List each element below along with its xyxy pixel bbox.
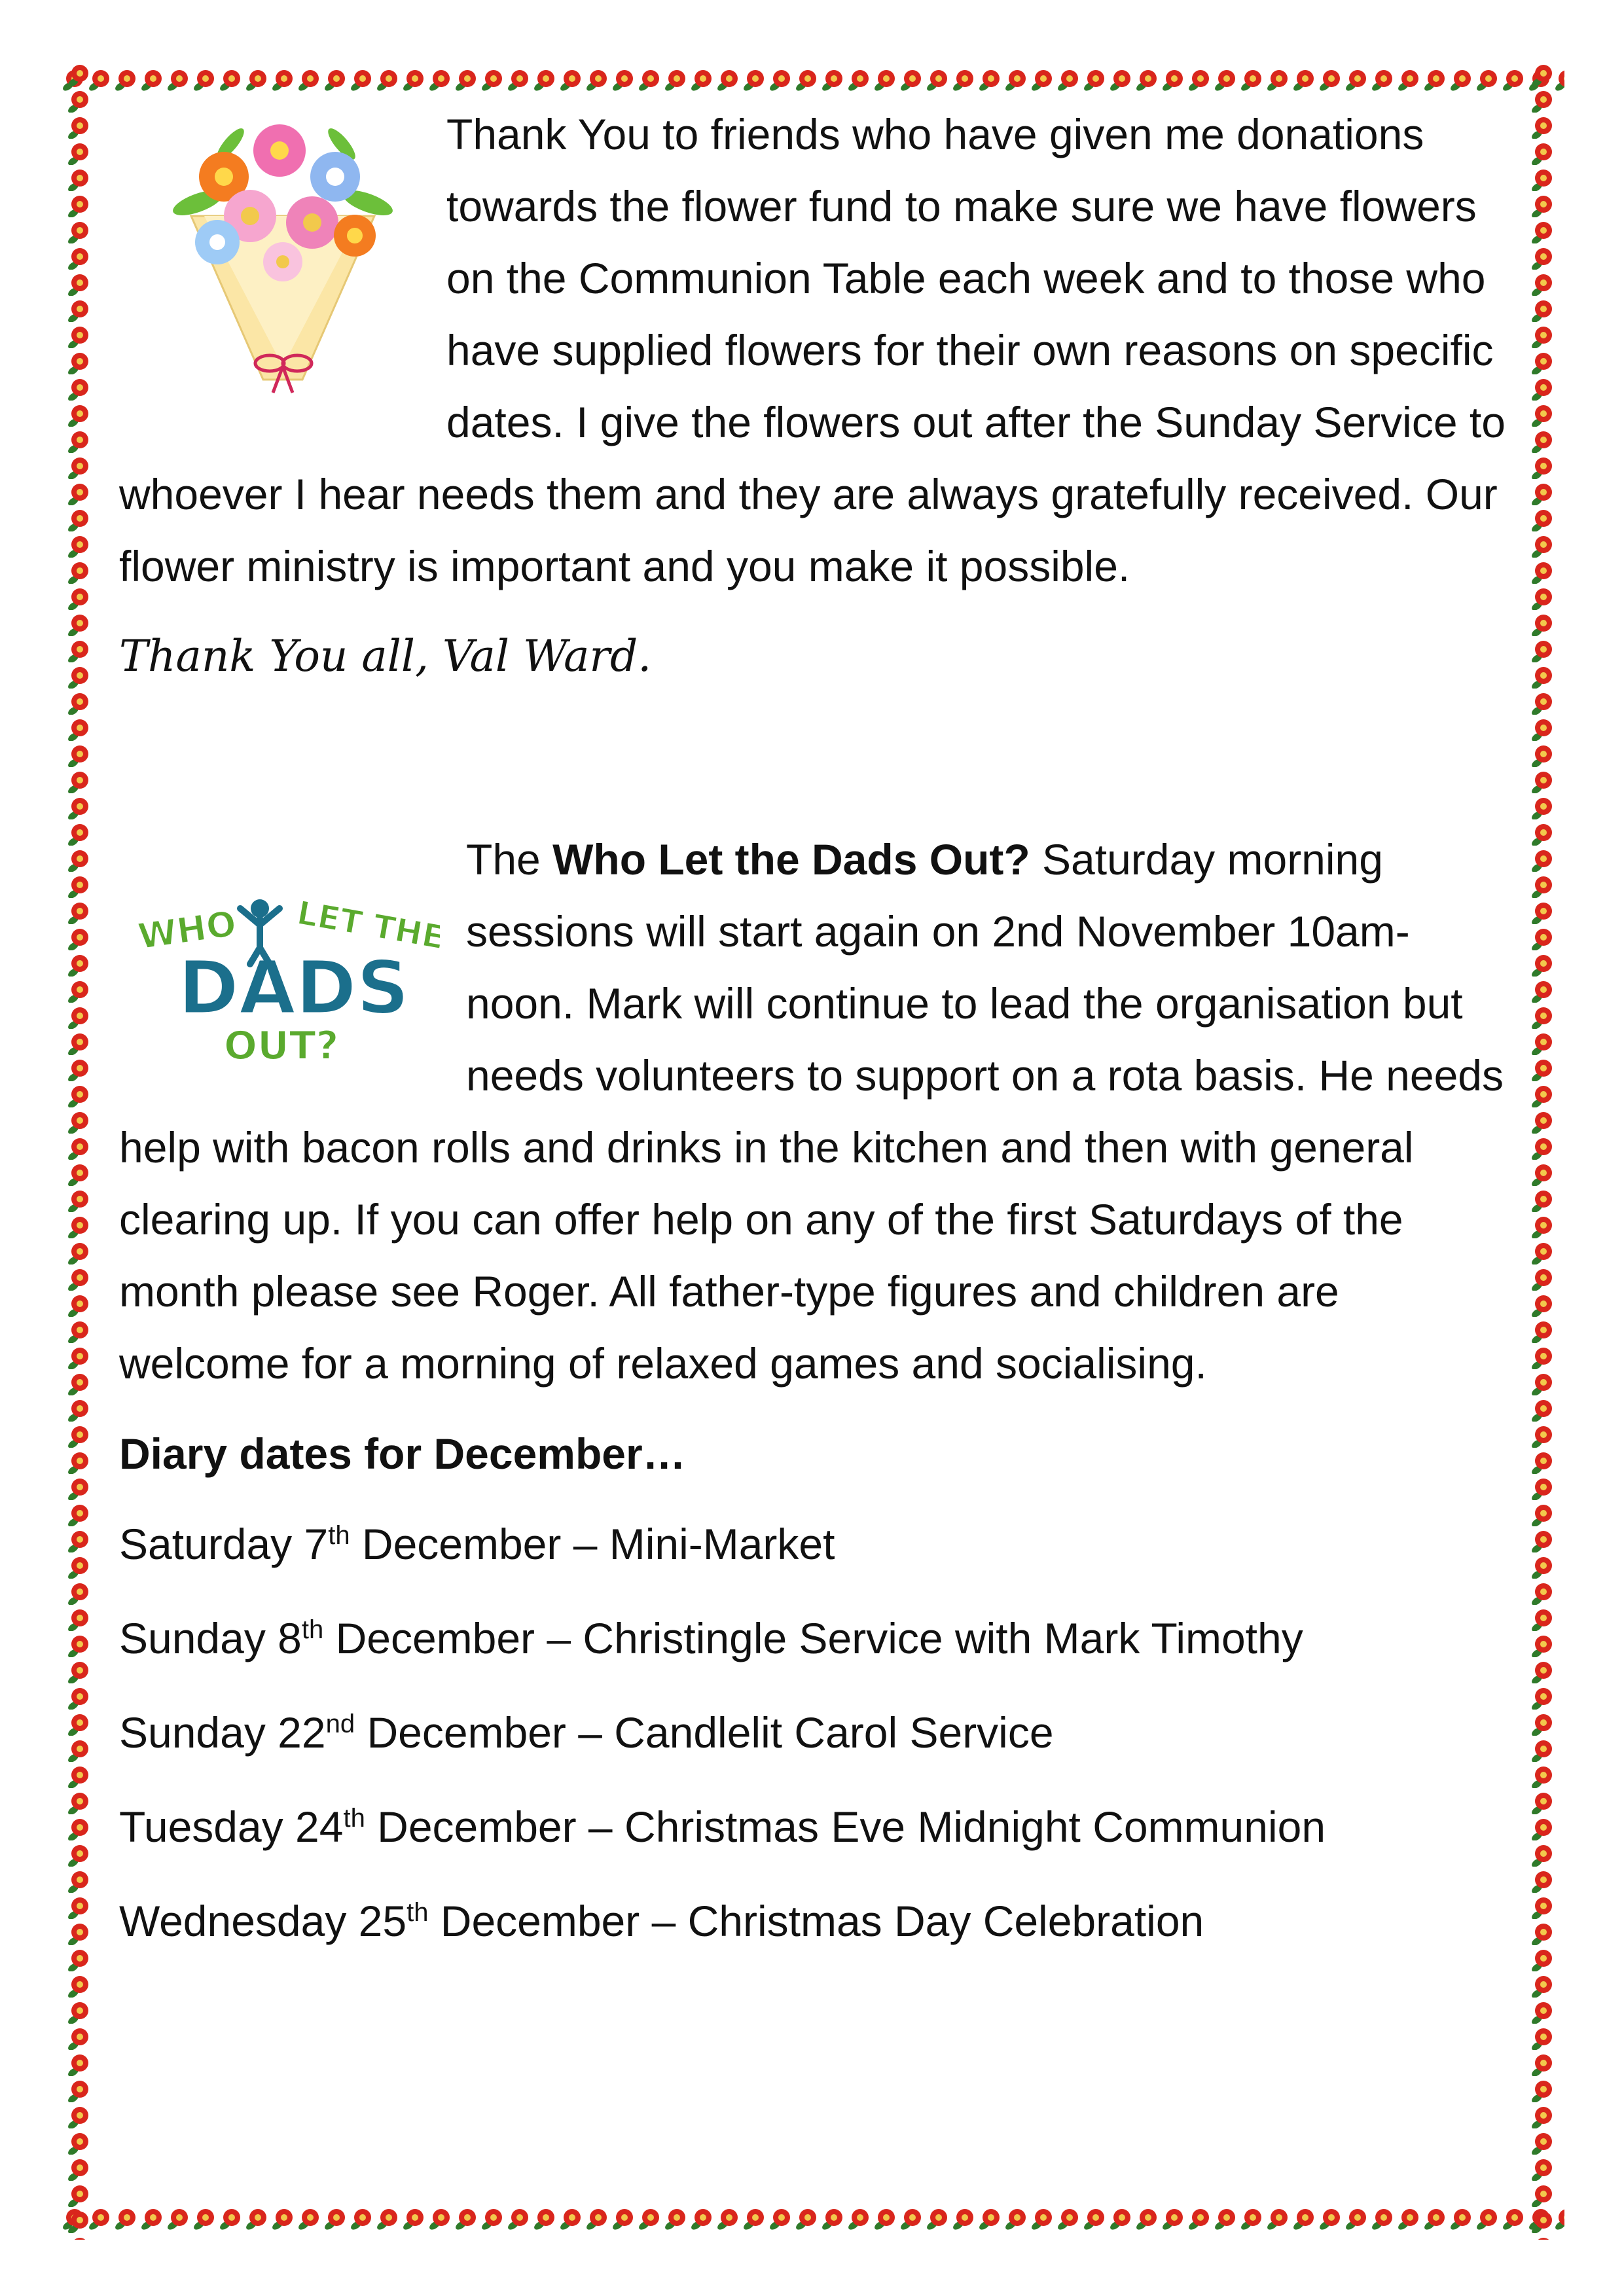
diary-item	[119, 1508, 1520, 1580]
diary-item	[119, 1791, 1520, 1863]
logo-who: WHO	[135, 903, 239, 958]
flower-border-top	[60, 60, 1564, 101]
diary-section	[119, 1418, 1520, 1957]
flower-border-right	[1524, 60, 1564, 2240]
logo-let-the: LET THE	[294, 893, 440, 958]
diary-item	[119, 1885, 1520, 1957]
flower-border-left	[60, 60, 101, 2240]
diary-event: December – Christingle Service with Mark Timothy	[323, 1614, 1303, 1662]
page-content	[119, 98, 1520, 2186]
diary-suffix: th	[328, 1521, 350, 1550]
diary-day: Sunday 8	[119, 1614, 302, 1662]
dads-intro: The	[466, 835, 553, 884]
logo-dads: DADS	[178, 946, 410, 1031]
diary-suffix: th	[343, 1804, 365, 1833]
dads-title: Who Let the Dads Out?	[552, 835, 1030, 884]
flower-paragraph: Thank You to friends who have given me donations towards the flower fund to make sure we have flowers on the Communion Table each week and to those who have supplied flowers for their own reasons on specific dates. I give the flowers out after the Sunday Service to whoever I hear needs them and they are always gratefully received. Our flower ministry is important and you make it possible.	[119, 110, 1506, 590]
diary-event: December – Mini-Market	[350, 1520, 835, 1568]
flower-section	[119, 98, 1520, 692]
diary-suffix: th	[301, 1615, 324, 1644]
diary-suffix: th	[406, 1898, 429, 1927]
diary-event: December – Christmas Eve Midnight Communion	[365, 1803, 1326, 1851]
dads-section	[119, 823, 1520, 1399]
logo-out: OUT?	[224, 1023, 339, 1069]
signature: Thank You all, Val Ward.	[119, 631, 652, 681]
diary-suffix: nd	[325, 1710, 355, 1738]
flower-bouquet-icon	[152, 105, 414, 399]
dads-body: Saturday morning sessions will start again on 2nd November 10am- noon. Mark will continue to lead the organisation but needs volunteers to support on a rota basis. He needs help with bacon rolls and drinks in the kitchen and then with general clearing up. If you can offer help on any of the first Saturdays of the month please see Roger. All father-type figures and children are welcome for a morning of relaxed games and socialising.	[119, 835, 1504, 1388]
diary-event: December – Candlelit Carol Service	[355, 1708, 1054, 1757]
section-spacer	[119, 692, 1520, 823]
diary-item	[119, 1602, 1520, 1674]
diary-day: Saturday 7	[119, 1520, 329, 1568]
diary-item	[119, 1696, 1520, 1768]
dads-paragraph	[119, 823, 1520, 1399]
flower-border-bottom	[60, 2199, 1564, 2240]
diary-day: Wednesday 25	[119, 1897, 407, 1945]
diary-day: Tuesday 24	[119, 1803, 344, 1851]
diary-heading: Diary dates for December…	[119, 1429, 686, 1478]
diary-day: Sunday 22	[119, 1708, 326, 1757]
diary-event: December – Christmas Day Celebration	[428, 1897, 1204, 1945]
dads-logo-icon	[132, 886, 440, 1069]
